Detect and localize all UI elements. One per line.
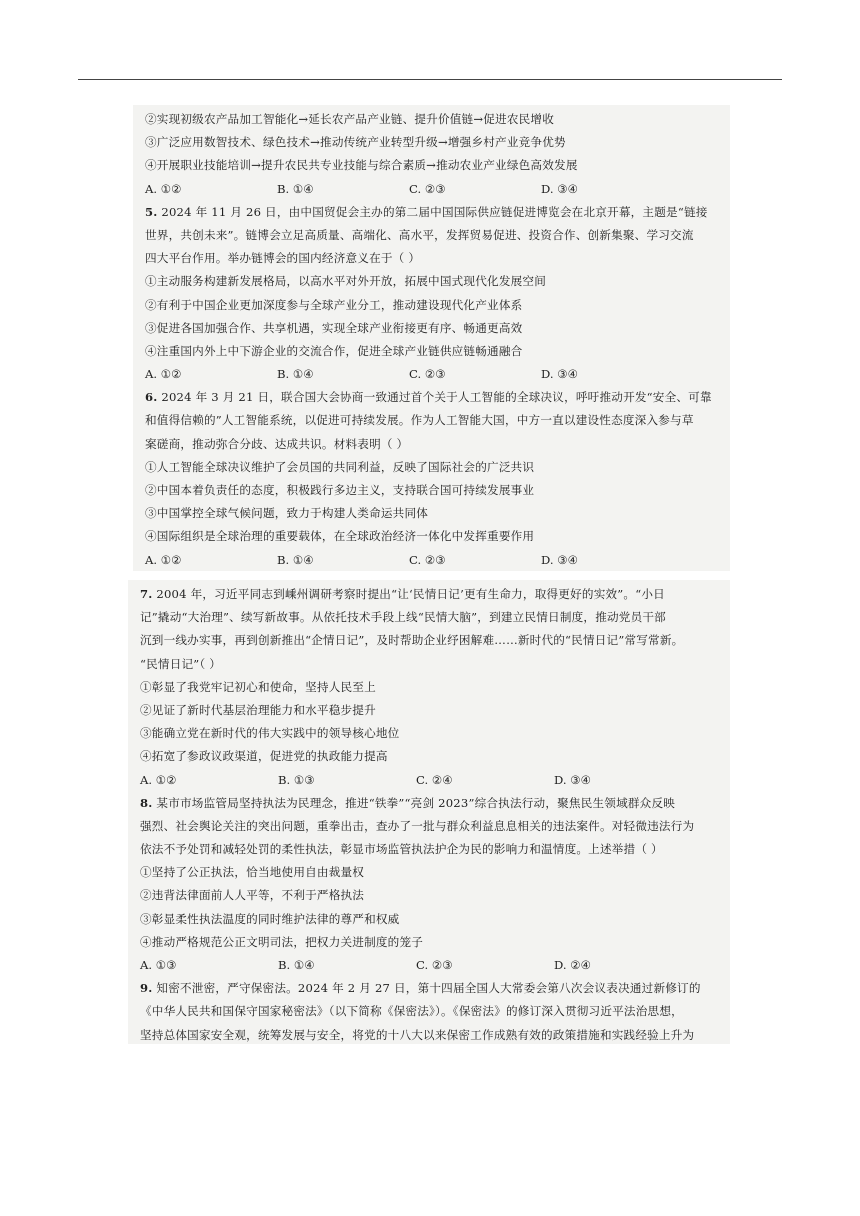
choice: ④国际组织是全球治理的重要载体，在全球政治经济一体化中发挥重要作用 [145, 529, 535, 544]
question-text: 知密不泄密，严守保密法。2024 年 2 月 27 日，第十四届全国人大常委会第八次会议表决通过新修订的 [156, 981, 701, 996]
question-text: 某市市场监管局坚持执法为民理念，推进“铁拳”“亮剑 2023”综合执法行动，聚焦民生领域群众反映 [156, 795, 676, 810]
option-a[interactable]: A. ①② [145, 552, 182, 567]
question-number: 8. [140, 795, 153, 810]
scanned-question-panel-1 [133, 105, 730, 571]
choice: ②中国本着负责任的态度，积极践行多边主义，支持联合国可持续发展事业 [145, 483, 535, 497]
question-5-line: 世界，共创未来”。链博会立足高质量、高端化、高水平，发挥贸易促进、投资合作、创新集聚、学习交流 [145, 227, 694, 242]
option-c[interactable]: C. ②④ [416, 772, 453, 787]
option-a[interactable]: A. ①③ [140, 958, 177, 972]
question-number: 6. [145, 390, 158, 405]
panel-2-content [140, 583, 722, 1047]
choice: ②有利于中国企业更加深度参与全球产业分工，推动建设现代化产业体系 [145, 297, 523, 312]
option-b[interactable]: B. ①④ [277, 181, 314, 196]
option-d[interactable]: D. ③④ [541, 181, 579, 196]
question-9-line [140, 977, 722, 1000]
option-d[interactable]: D. ③④ [541, 552, 579, 567]
intro-line: ②实现初级农产品加工智能化→延长农产品产业链、提升价值链→促进农民增收 [145, 112, 555, 126]
question-5-line: 四大平台作用。举办链博会的国内经济意义在于（ ） [145, 251, 421, 266]
question-7-options [140, 769, 722, 792]
question-7-line: “民情日记”（ ） [140, 656, 222, 671]
option-b[interactable]: B. ①④ [277, 552, 314, 567]
choice: ④拓宽了参政议政渠道，促进党的执政能力提高 [140, 749, 388, 764]
choice: ③能确立党在新时代的伟大实践中的领导核心地位 [140, 726, 400, 741]
intro-line: ④开展职业技能培训→提升农民共专业技能与综合素质→推动农业产业绿色高效发展 [145, 158, 578, 173]
question-number: 9. [140, 981, 153, 996]
option-a[interactable]: A. ①② [145, 367, 182, 382]
header-rule [78, 79, 782, 80]
option-c[interactable]: C. ②③ [409, 552, 446, 567]
question-text: 2004 年，习近平同志到嵊州调研考察时提出“让‘民情日记’更有生命力，取得更好的实效”。“小日 [156, 587, 665, 601]
question-6-line: 和值得信赖的”人工智能系统，以促进可持续发展。作为人工智能大国，中方一直以建设性态度深入参与草 [145, 413, 694, 428]
question-6-line: 案磋商，推动弥合分歧、达成共识。材料表明（ ） [145, 436, 409, 451]
panel-1-content [145, 108, 722, 572]
option-d[interactable]: D. ②④ [554, 958, 592, 972]
question-7-line [140, 583, 722, 606]
choice: ③彰显柔性执法温度的同时维护法律的尊严和权威 [140, 911, 400, 926]
option-b[interactable]: B. ①③ [278, 772, 315, 787]
question-9-line: 坚持总体国家安全观，统筹发展与安全，将党的十八大以来保密工作成熟有效的政策措施和实践经验上升为 [140, 1027, 695, 1042]
option-d[interactable]: D. ③④ [554, 772, 592, 787]
option-d[interactable]: D. ③④ [541, 367, 579, 382]
choice: ③促进各国加强合作、共享机遇，实现全球产业衔接更有序、畅通更高效 [145, 320, 523, 335]
question-7-line: 沉到一线办实事，再到创新推出“企情日记”，及时帮助企业纾困解难……新时代的“民情日记”常写常新。 [140, 633, 684, 648]
question-text: 2024 年 11 月 26 日，由中国贸促会主办的第二届中国国际供应链促进博览会在北京开幕，主题是“链接 [161, 204, 708, 219]
choice: ①彰显了我党牢记初心和使命，坚持人民至上 [140, 679, 376, 694]
question-number: 5. [145, 204, 158, 219]
question-8-line: 依法不予处罚和减轻处罚的柔性执法，彰显市场监管执法护企为民的影响力和温情度。上述举措（ ） [140, 842, 663, 857]
question-6-line [145, 386, 722, 409]
choice: ④注重国内外上中下游企业的交流合作，促进全球产业链供应链畅通融合 [145, 343, 523, 358]
question-number: 7. [140, 587, 153, 601]
intro-options [145, 178, 722, 201]
option-c[interactable]: C. ②③ [416, 958, 453, 972]
option-a[interactable]: A. ①② [145, 181, 182, 196]
question-8-line [140, 792, 722, 815]
question-6-options [145, 549, 722, 572]
choice: ④推动严格规范公正文明司法，把权力关进制度的笼子 [140, 934, 424, 949]
choice: ②见证了新时代基层治理能力和水平稳步提升 [140, 702, 376, 717]
question-8-options [140, 954, 722, 977]
scanned-question-panel-2 [128, 580, 730, 1044]
question-9-line: 《中华人民共和国保守国家秘密法》（以下简称《保密法》）。《保密法》的修订深入贯彻习近平法治思想， [140, 1004, 683, 1019]
choice: ①坚持了公正执法，恰当地使用自由裁量权 [140, 865, 365, 880]
option-c[interactable]: C. ②③ [409, 181, 446, 196]
intro-line: ③广泛应用数智技术、绿色技术→推动传统产业转型升级→增强乡村产业竞争优势 [145, 135, 566, 150]
option-b[interactable]: B. ①④ [277, 367, 314, 382]
choice: ①主动服务构建新发展格局，以高水平对外开放，拓展中国式现代化发展空间 [145, 274, 546, 289]
question-8-line: 强烈、社会舆论关注的突出问题，重拳出击，查办了一批与群众利益息息相关的违法案件。对轻微违法行为 [140, 818, 695, 833]
question-7-line: 记”撬动“大治理”、续写新故事。从依托技术手段上线“民情大脑”，到建立民情日制度，推动党员干部 [140, 610, 666, 625]
question-text: 2024 年 3 月 21 日，联合国大会协商一致通过首个关于人工智能的全球决议，呼吁推动开发“安全、可靠 [161, 390, 712, 405]
choice: ②违背法律面前人人平等，不利于严格执法 [140, 888, 365, 903]
question-5-line [145, 201, 722, 224]
question-5-options [145, 363, 722, 386]
option-c[interactable]: C. ②③ [409, 367, 446, 382]
option-b[interactable]: B. ①④ [278, 958, 315, 972]
option-a[interactable]: A. ①② [140, 772, 177, 787]
choice: ①人工智能全球决议维护了会员国的共同利益，反映了国际社会的广泛共识 [145, 459, 535, 474]
choice: ③中国掌控全球气候问题，致力于构建人类命运共同体 [145, 506, 429, 521]
